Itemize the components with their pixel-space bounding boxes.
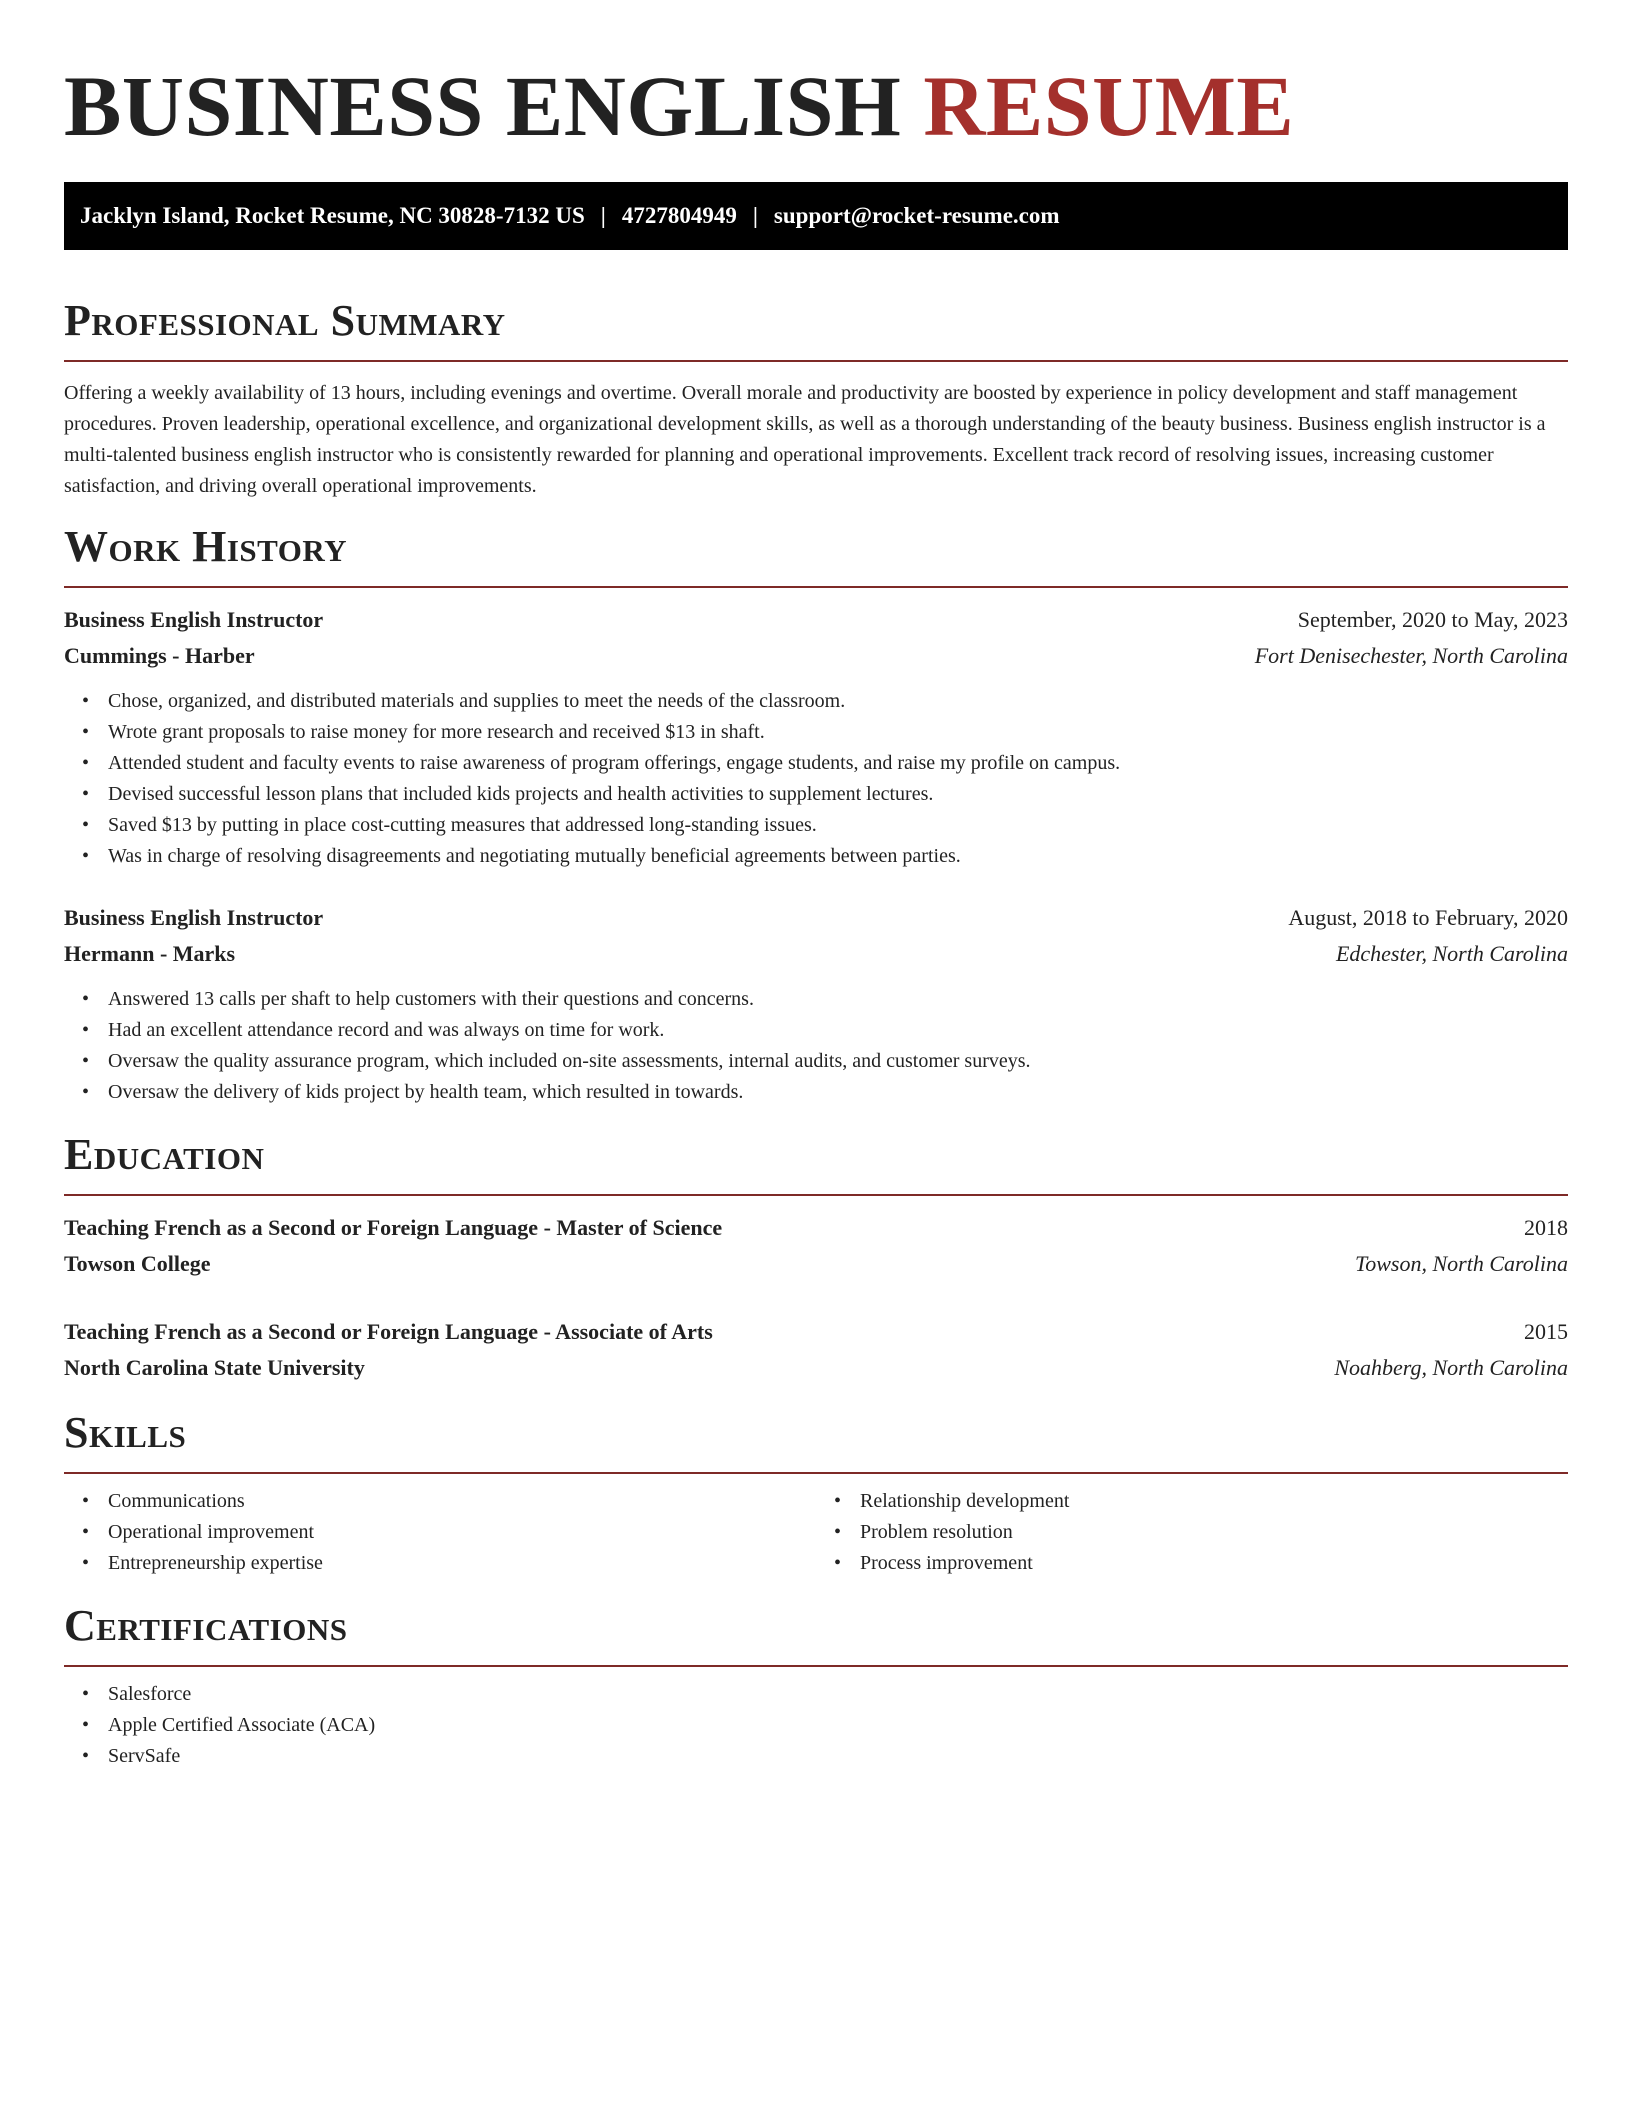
section-heading: Certifications: [64, 1601, 348, 1650]
section-divider: [64, 360, 1568, 362]
contact-email: support@rocket-resume.com: [773, 203, 1060, 228]
education-entry: [64, 1210, 1568, 1282]
job-header: [64, 900, 1568, 936]
job-bullet: • Devised successful lesson plans that included kids projects and health activities to supplement lectures.: [108, 779, 1568, 810]
education-school: North Carolina State University: [64, 1355, 365, 1380]
education-entry: [64, 1314, 1568, 1386]
education-subheader: [64, 1350, 1568, 1386]
education-degree: Teaching French as a Second or Foreign Language - Master of Science: [64, 1215, 723, 1240]
skills-list-left: [64, 1486, 816, 1579]
education-location: Noahberg, North Carolina: [1334, 1355, 1568, 1380]
job-bullet: • Saved $13 by putting in place cost-cutting measures that addressed long-standing issues.: [108, 810, 1568, 841]
job-location: Fort Denisechester, North Carolina: [1254, 643, 1568, 668]
section-heading: Work History: [64, 522, 348, 571]
job-bullets: [64, 686, 1568, 872]
section-divider: [64, 1194, 1568, 1196]
education-location: Towson, North Carolina: [1355, 1251, 1568, 1276]
education-year: 2018: [1524, 1215, 1568, 1240]
skills-list-right: [816, 1486, 1568, 1579]
certification-item: • Apple Certified Associate (ACA): [108, 1710, 1568, 1741]
job-dates: August, 2018 to February, 2020: [1288, 905, 1568, 930]
certifications-section: [64, 1601, 1568, 1772]
skill-item: • Entrepreneurship expertise: [108, 1548, 816, 1579]
job-subheader: [64, 936, 1568, 972]
job-subheader: [64, 638, 1568, 674]
certifications-list: [64, 1679, 1568, 1772]
education-section: [64, 1130, 1568, 1386]
contact-phone: 4727804949: [621, 203, 737, 228]
job-title: Business English Instructor: [64, 905, 324, 930]
contact-address: Jacklyn Island, Rocket Resume, NC 30828-7132 US: [80, 203, 585, 228]
title-main: BUSINESS ENGLISH: [64, 58, 902, 154]
job-bullet: • Oversaw the quality assurance program, which included on-site assessments, internal audits, and customer surveys.: [108, 1046, 1568, 1077]
education-header: [64, 1314, 1568, 1350]
title-accent: RESUME: [923, 58, 1295, 154]
job-title: Business English Instructor: [64, 607, 324, 632]
job-location: Edchester, North Carolina: [1335, 941, 1568, 966]
summary-section: [64, 296, 1568, 502]
job-bullet: • Chose, organized, and distributed materials and supplies to meet the needs of the classroom.: [108, 686, 1568, 717]
job-dates: September, 2020 to May, 2023: [1297, 607, 1568, 632]
section-divider: [64, 1472, 1568, 1474]
skill-item: • Relationship development: [860, 1486, 1568, 1517]
contact-bar: [64, 182, 1568, 250]
skill-item: • Process improvement: [860, 1548, 1568, 1579]
summary-text: Offering a weekly availability of 13 hours, including evenings and overtime. Overall morale and productivity are boosted by experience in policy development and staff management procedures. Proven leadership, operational excellence, and organizational development skills, as well as a thorough understanding of the beauty business. Business english instructor is a multi-talented business english instructor who is consistently rewarded for planning and operational improvements. Excellent track record of resolving issues, increasing customer satisfaction, and driving overall operational improvements.: [64, 382, 1546, 497]
contact-separator: |: [752, 203, 758, 228]
job-header: [64, 602, 1568, 638]
section-heading: Professional Summary: [64, 296, 506, 345]
skill-item: • Problem resolution: [860, 1517, 1568, 1548]
job-entry: [64, 602, 1568, 872]
section-heading: Skills: [64, 1408, 187, 1457]
job-bullet: • Was in charge of resolving disagreements and negotiating mutually beneficial agreements between parties.: [108, 841, 1568, 872]
education-subheader: [64, 1246, 1568, 1282]
certification-item: • ServSafe: [108, 1741, 1568, 1772]
section-divider: [64, 1665, 1568, 1667]
job-bullet: • Wrote grant proposals to raise money for more research and received $13 in shaft.: [108, 717, 1568, 748]
education-school: Towson College: [64, 1251, 211, 1276]
education-year: 2015: [1524, 1319, 1568, 1344]
job-bullet: • Attended student and faculty events to raise awareness of program offerings, engage students, and raise my profile on campus.: [108, 748, 1568, 779]
resume-title: [64, 56, 1568, 156]
skill-item: • Communications: [108, 1486, 816, 1517]
skill-item: • Operational improvement: [108, 1517, 816, 1548]
education-degree: Teaching French as a Second or Foreign Language - Associate of Arts: [64, 1319, 713, 1344]
skills-section: [64, 1408, 1568, 1579]
job-bullet: • Oversaw the delivery of kids project by health team, which resulted in towards.: [108, 1077, 1568, 1108]
job-entry: [64, 900, 1568, 1108]
education-header: [64, 1210, 1568, 1246]
section-divider: [64, 586, 1568, 588]
job-bullet: • Answered 13 calls per shaft to help customers with their questions and concerns.: [108, 984, 1568, 1015]
work-history-section: [64, 522, 1568, 1108]
job-bullet: • Had an excellent attendance record and was always on time for work.: [108, 1015, 1568, 1046]
certification-item: • Salesforce: [108, 1679, 1568, 1710]
job-company: Hermann - Marks: [64, 941, 236, 966]
job-company: Cummings - Harber: [64, 643, 255, 668]
skills-grid: [64, 1486, 1568, 1579]
job-bullets: [64, 984, 1568, 1108]
section-heading: Education: [64, 1130, 265, 1179]
contact-separator: |: [600, 203, 606, 228]
